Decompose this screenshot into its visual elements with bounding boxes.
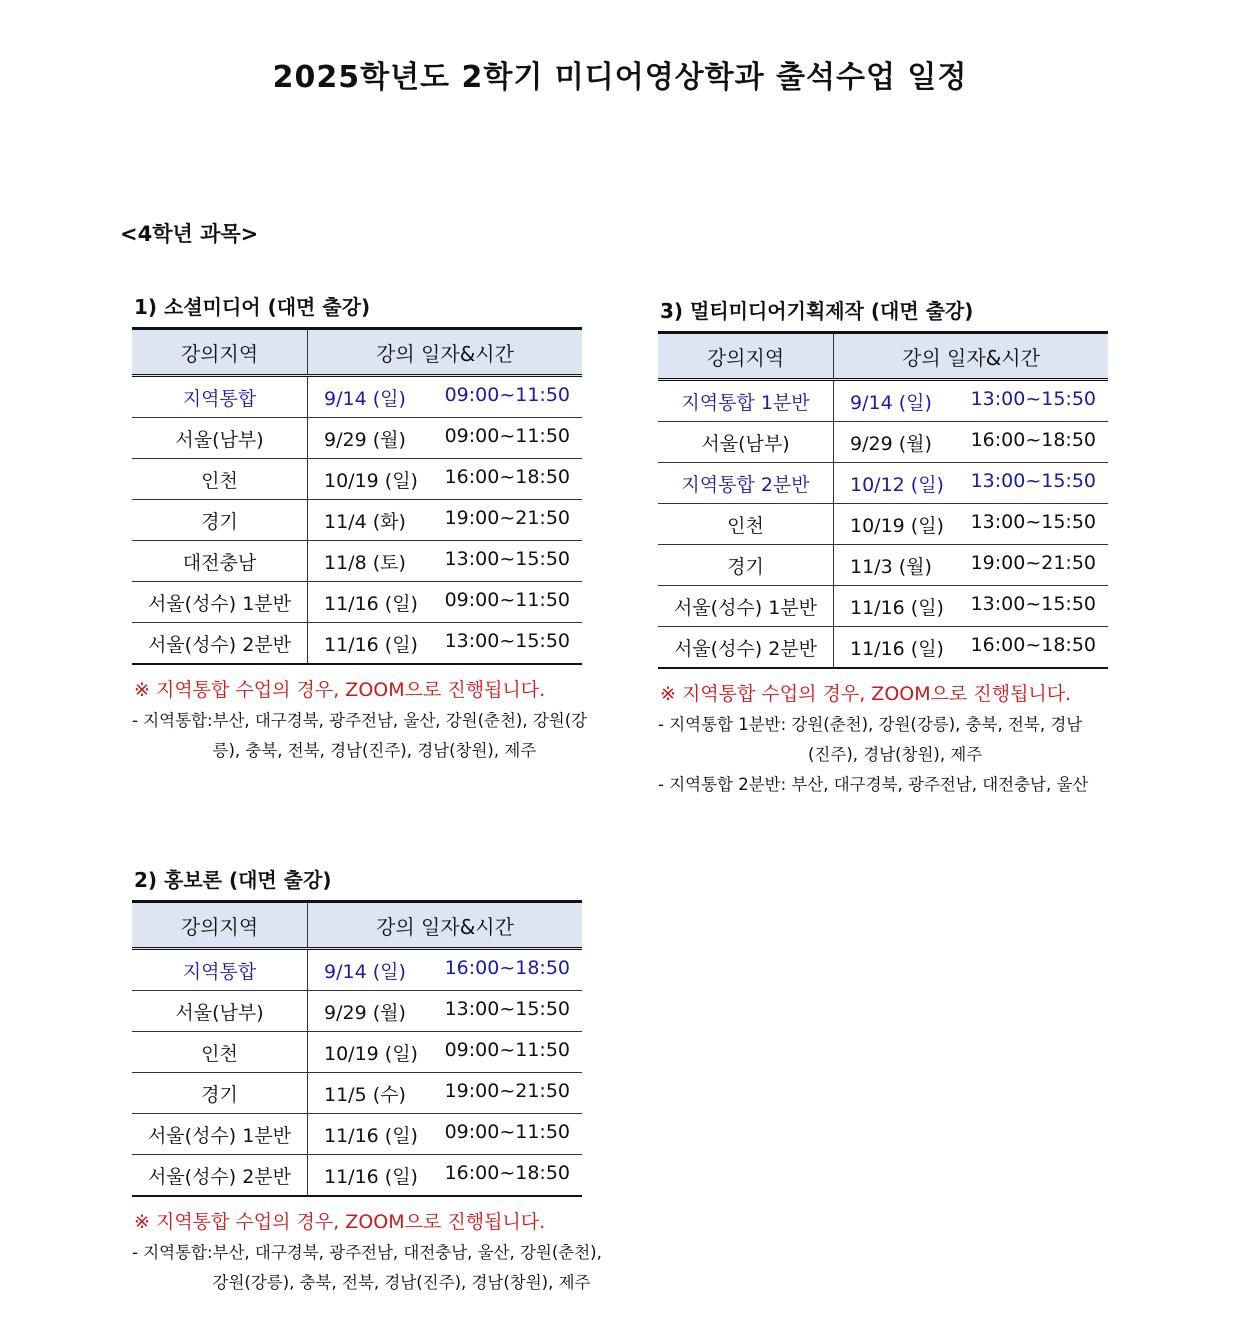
- datetime-cell: [834, 380, 1109, 422]
- date: 11/8 (토): [324, 551, 406, 574]
- table-row: [132, 582, 582, 623]
- note-text: 부산, 대구경북, 광주전남, 대전충남, 울산, 강원(춘천), 강원(강릉), 충북, 전북, 경남(진주), 경남(창원), 제주: [212, 1243, 602, 1292]
- table-row: [132, 418, 582, 459]
- table-row: [132, 1114, 582, 1155]
- region-cell: 지역통합 1분반: [658, 380, 834, 422]
- datetime-cell: [834, 422, 1109, 463]
- date: 9/29 (월): [324, 1001, 406, 1024]
- region-cell: 서울(남부): [132, 991, 308, 1032]
- datetime-cell: [834, 504, 1109, 545]
- table-header-row: [132, 902, 582, 949]
- datetime-cell: [834, 627, 1109, 669]
- date: 11/16 (일): [324, 633, 418, 656]
- section-title: 2) 홍보론 (대면 출강): [134, 868, 332, 892]
- date: 10/19 (일): [324, 1042, 418, 1065]
- grade-heading: <4학년 과목>: [120, 222, 259, 246]
- page-title: 2025학년도 2학기 미디어영상학과 출석수업 일정: [272, 60, 968, 95]
- note-label: - 지역통합:: [132, 711, 213, 730]
- datetime-cell: [308, 949, 583, 991]
- datetime-cell: [308, 418, 583, 459]
- column-header-datetime: 강의 일자&시간: [834, 333, 1109, 380]
- time: 13:00~15:50: [970, 510, 1096, 533]
- time: 19:00~21:50: [970, 551, 1096, 574]
- region-cell: 서울(남부): [658, 422, 834, 463]
- table-header-row: [658, 333, 1108, 380]
- region-cell: 경기: [132, 500, 308, 541]
- table-row: [658, 380, 1108, 422]
- datetime-cell: [834, 586, 1109, 627]
- date: 10/19 (일): [324, 469, 418, 492]
- date: 9/14 (일): [850, 391, 932, 414]
- region-note: [132, 706, 612, 766]
- time: 16:00~18:50: [444, 956, 570, 979]
- table-row: [132, 623, 582, 665]
- table-row: [132, 541, 582, 582]
- datetime-cell: [308, 459, 583, 500]
- time: 19:00~21:50: [444, 1079, 570, 1102]
- date: 10/12 (일): [850, 473, 944, 496]
- schedule-table: [658, 331, 1108, 669]
- time: 13:00~15:50: [444, 629, 570, 652]
- section-social-media: [132, 291, 612, 766]
- table-row: [132, 459, 582, 500]
- time: 09:00~11:50: [444, 588, 570, 611]
- table-row: [658, 422, 1108, 463]
- region-cell: 인천: [132, 1032, 308, 1073]
- schedule-table: [132, 327, 582, 665]
- schedule-table: [132, 900, 582, 1197]
- table-row: [132, 1032, 582, 1073]
- region-note-1: - 지역통합 1분반: 강원(춘천), 강원(강릉), 충북, 전북, 경남: [658, 715, 1083, 734]
- time: 13:00~15:50: [444, 547, 570, 570]
- region-cell: 서울(성수) 1분반: [658, 586, 834, 627]
- region-note: [132, 1238, 612, 1298]
- table-row: [132, 949, 582, 991]
- zoom-notice: ※ 지역통합 수업의 경우, ZOOM으로 진행됩니다.: [660, 683, 1072, 705]
- table-row: [132, 500, 582, 541]
- time: 09:00~11:50: [444, 1038, 570, 1061]
- datetime-cell: [308, 1073, 583, 1114]
- time: 16:00~18:50: [444, 1161, 570, 1184]
- datetime-cell: [308, 1155, 583, 1197]
- time: 16:00~18:50: [970, 633, 1096, 656]
- region-cell: 지역통합: [132, 376, 308, 418]
- column-header-datetime: 강의 일자&시간: [308, 329, 583, 376]
- time: 16:00~18:50: [444, 465, 570, 488]
- note-label: - 지역통합:: [132, 1243, 213, 1262]
- table-row: [658, 463, 1108, 504]
- table-row: [658, 627, 1108, 669]
- date: 11/3 (월): [850, 555, 932, 578]
- region-cell: 경기: [132, 1073, 308, 1114]
- region-cell: 서울(성수) 1분반: [132, 582, 308, 623]
- region-note-2: - 지역통합 2분반: 부산, 대구경북, 광주전남, 대전충남, 울산: [658, 775, 1089, 794]
- date: 11/4 (화): [324, 510, 406, 533]
- region-cell: 지역통합: [132, 949, 308, 991]
- zoom-notice: ※ 지역통합 수업의 경우, ZOOM으로 진행됩니다.: [134, 1211, 546, 1233]
- region-cell: 인천: [658, 504, 834, 545]
- column-header-datetime: 강의 일자&시간: [308, 902, 583, 949]
- region-cell: 서울(남부): [132, 418, 308, 459]
- table-row: [658, 586, 1108, 627]
- region-note-1-cont: (진주), 경남(창원), 제주: [808, 745, 983, 764]
- date: 11/5 (수): [324, 1083, 406, 1106]
- datetime-cell: [834, 463, 1109, 504]
- section-title: 1) 소셜미디어 (대면 출강): [134, 295, 371, 319]
- date: 11/16 (일): [324, 1124, 418, 1147]
- time: 16:00~18:50: [970, 428, 1096, 451]
- datetime-cell: [308, 500, 583, 541]
- column-header-region: 강의지역: [132, 329, 308, 376]
- date: 11/16 (일): [324, 592, 418, 615]
- datetime-cell: [308, 541, 583, 582]
- region-cell: 서울(성수) 2분반: [132, 1155, 308, 1197]
- column-header-region: 강의지역: [658, 333, 834, 380]
- date: 10/19 (일): [850, 514, 944, 537]
- time: 13:00~15:50: [970, 592, 1096, 615]
- table-row: [658, 545, 1108, 586]
- datetime-cell: [308, 991, 583, 1032]
- column-header-region: 강의지역: [132, 902, 308, 949]
- note-text: 부산, 대구경북, 광주전남, 울산, 강원(춘천), 강원(강릉), 충북, 전북, 경남(진주), 경남(창원), 제주: [212, 711, 588, 760]
- date: 9/29 (월): [850, 432, 932, 455]
- section-public-relations: [132, 864, 612, 1298]
- region-cell: 지역통합 2분반: [658, 463, 834, 504]
- region-cell: 서울(성수) 2분반: [658, 627, 834, 669]
- datetime-cell: [308, 623, 583, 665]
- time: 09:00~11:50: [444, 424, 570, 447]
- region-cell: 대전충남: [132, 541, 308, 582]
- datetime-cell: [308, 1032, 583, 1073]
- datetime-cell: [308, 376, 583, 418]
- datetime-cell: [308, 582, 583, 623]
- table-row: [132, 376, 582, 418]
- region-cell: 경기: [658, 545, 834, 586]
- date: 11/16 (일): [850, 637, 944, 660]
- time: 13:00~15:50: [970, 469, 1096, 492]
- time: 19:00~21:50: [444, 506, 570, 529]
- datetime-cell: [834, 545, 1109, 586]
- time: 13:00~15:50: [444, 997, 570, 1020]
- date: 9/14 (일): [324, 960, 406, 983]
- table-row: [658, 504, 1108, 545]
- date: 11/16 (일): [850, 596, 944, 619]
- time: 09:00~11:50: [444, 1120, 570, 1143]
- section-multimedia-production: [658, 295, 1138, 800]
- section-title: 3) 멀티미디어기획제작 (대면 출강): [660, 299, 974, 323]
- datetime-cell: [308, 1114, 583, 1155]
- date: 9/14 (일): [324, 387, 406, 410]
- date: 11/16 (일): [324, 1165, 418, 1188]
- region-cell: 인천: [132, 459, 308, 500]
- time: 13:00~15:50: [970, 387, 1096, 410]
- region-cell: 서울(성수) 2분반: [132, 623, 308, 665]
- zoom-notice: ※ 지역통합 수업의 경우, ZOOM으로 진행됩니다.: [134, 679, 546, 701]
- date: 9/29 (월): [324, 428, 406, 451]
- time: 09:00~11:50: [444, 383, 570, 406]
- region-cell: 서울(성수) 1분반: [132, 1114, 308, 1155]
- table-row: [132, 991, 582, 1032]
- table-row: [132, 1155, 582, 1197]
- table-header-row: [132, 329, 582, 376]
- table-row: [132, 1073, 582, 1114]
